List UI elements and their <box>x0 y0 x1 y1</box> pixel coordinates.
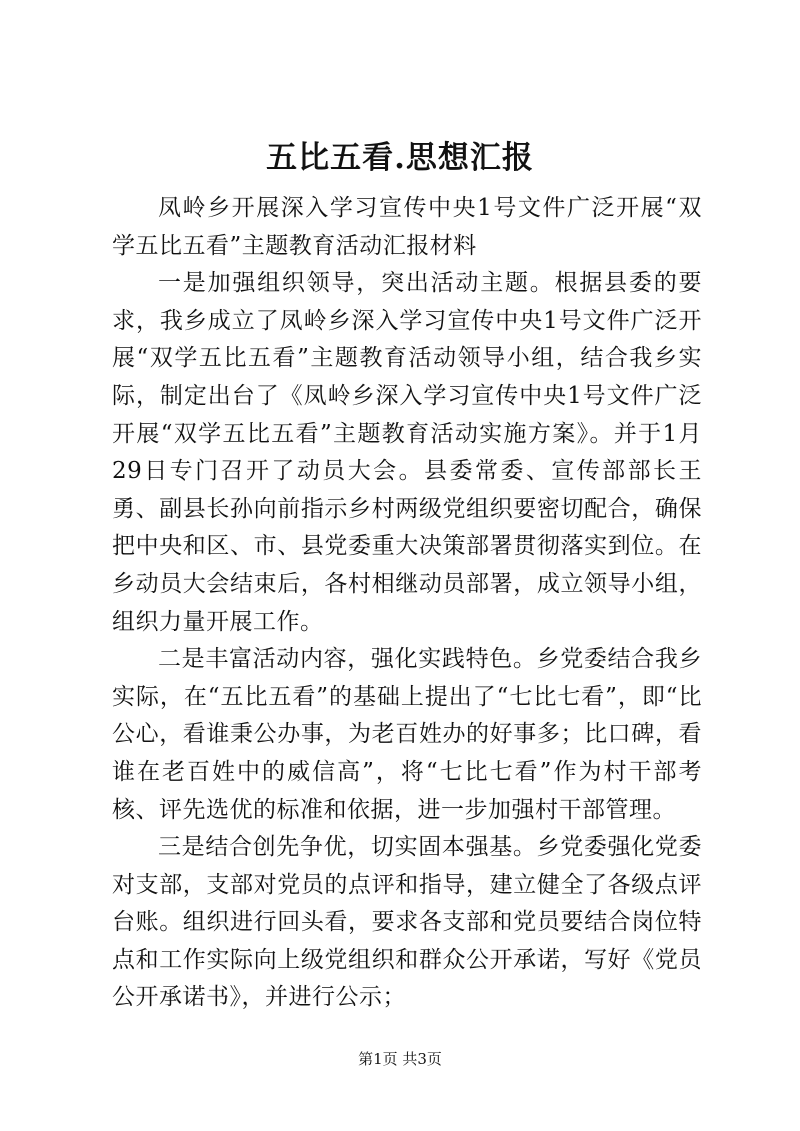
page-footer: 第1页 共3页 <box>358 1050 442 1068</box>
document-body <box>112 190 702 1017</box>
paragraph-3: 三是结合创先争优，切实固本强基。乡党委强化党委对支部，支部对党员的点评和指导，建立健全了各级点评台账。组织进行回头看，要求各支部和党员要结合岗位特点和工作实际向上级党组织和群众公开承诺，写好《党员公开承诺书》，并进行公示； <box>112 834 702 1011</box>
paragraph-2: 二是丰富活动内容，强化实践特色。乡党委结合我乡实际，在“五比五看”的基础上提出了“七比七看”，即“比公心，看谁秉公办事，为老百姓办的好事多；比口碑，看谁在老百姓中的威信高”，将“七比七看”作为村干部考核、评先选优的标准和依据，进一步加强村干部管理。 <box>112 646 702 823</box>
paragraph-heading: 凤岭乡开展深入学习宣传中央1号文件广泛开展“双学五比五看”主题教育活动汇报材料 <box>112 195 702 259</box>
document-title: 五比五看.思想汇报 <box>266 140 534 176</box>
paragraph-1: 一是加强组织领导，突出活动主题。根据县委的要求，我乡成立了凤岭乡深入学习宣传中央1号文件广泛开展“双学五比五看”主题教育活动领导小组，结合我乡实际，制定出台了《凤岭乡深入学习宣传中央1号文件广泛开展“双学五比五看”主题教育活动实施方案》。并于1月29日专门召开了动员大会。县委常委、宣传部部长王勇、副县长孙向前指示乡村两级党组织要密切配合，确保把中央和区、市、县党委重大决策部署贯彻落实到位。在乡动员大会结束后，各村相继动员部署，成立领导小组，组织力量开展工作。 <box>112 270 702 635</box>
